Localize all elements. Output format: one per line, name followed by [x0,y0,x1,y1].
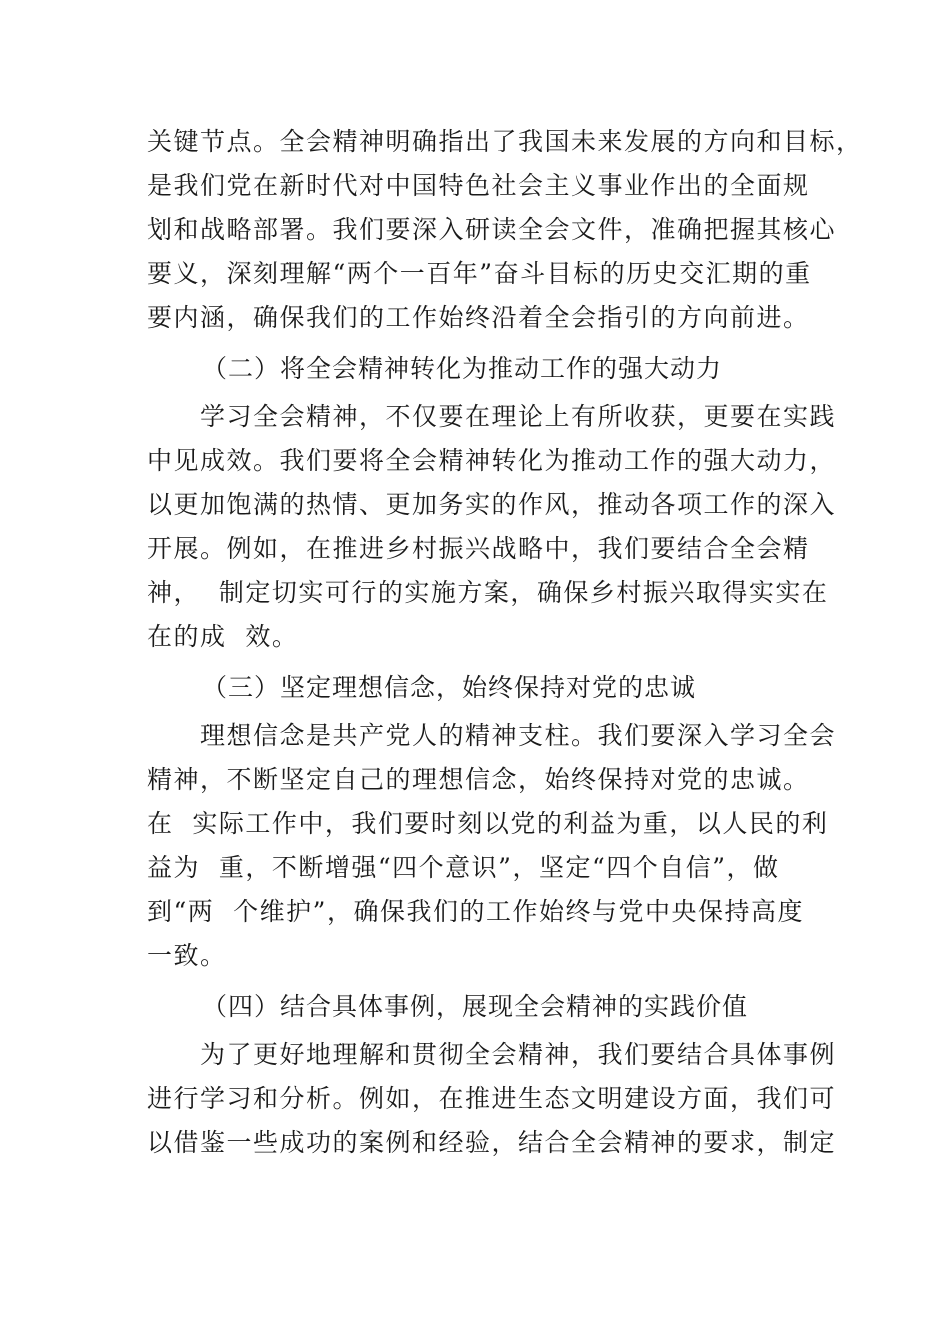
section-heading: （三）坚定理想信念，始终保持对党的忠诚 [202,673,697,702]
section-heading: （四）结合具体事例，展现全会精神的实践价值 [202,992,749,1021]
paragraph-first-line: 理想信念是共产党人的精神支柱。我们要深入学习全会 [200,721,837,750]
text-line: 到“两 个维护”，确保我们的工作始终与党中央保持高度 [147,897,804,926]
text-line: 精神，不断坚定自己的理想信念，始终保持对党的忠诚。 [147,765,810,794]
text-line: 要义，深刻理解“两个一百年”奋斗目标的历史交汇期的重 [147,259,812,288]
text-line: 要内涵，确保我们的工作始终沿着全会指引的方向前进。 [147,303,810,332]
text-line: 进行学习和分析。例如，在推进生态文明建设方面，我们可 [147,1084,837,1113]
text-line: 是我们党在新时代对中国特色社会主义事业作出的全面规 [147,171,810,200]
text-line: 在的成 效。 [147,622,299,651]
text-line: 神， 制定切实可行的实施方案，确保乡村振兴取得实实在 [147,578,829,607]
text-line: 中见成效。我们要将全会精神转化为推动工作的强大动力， [147,446,837,475]
text-line: 益为 重，不断增强“四个意识”，坚定“四个自信”，做 [147,853,780,882]
section-heading: （二）将全会精神转化为推动工作的强大动力 [202,354,723,383]
text-line: 以更加饱满的热情、更加务实的作风，推动各项工作的深入 [147,490,837,519]
text-line: 划和战略部署。我们要深入研读全会文件，准确把握其核心 [147,215,837,244]
paragraph-first-line: 为了更好地理解和贯彻全会精神，我们要结合具体事例 [200,1040,837,1069]
text-line: 开展。例如，在推进乡村振兴战略中，我们要结合全会精 [147,534,810,563]
text-line: 以借鉴一些成功的案例和经验，结合全会精神的要求，制定 [147,1128,837,1157]
text-line: 在 实际工作中，我们要时刻以党的利益为重，以人民的利 [147,809,829,838]
text-line: 关键节点。全会精神明确指出了我国未来发展的方向和目标， [147,127,863,156]
paragraph-first-line: 学习全会精神，不仅要在理论上有所收获，更要在实践 [200,402,837,431]
text-line: 一致。 [147,941,227,970]
